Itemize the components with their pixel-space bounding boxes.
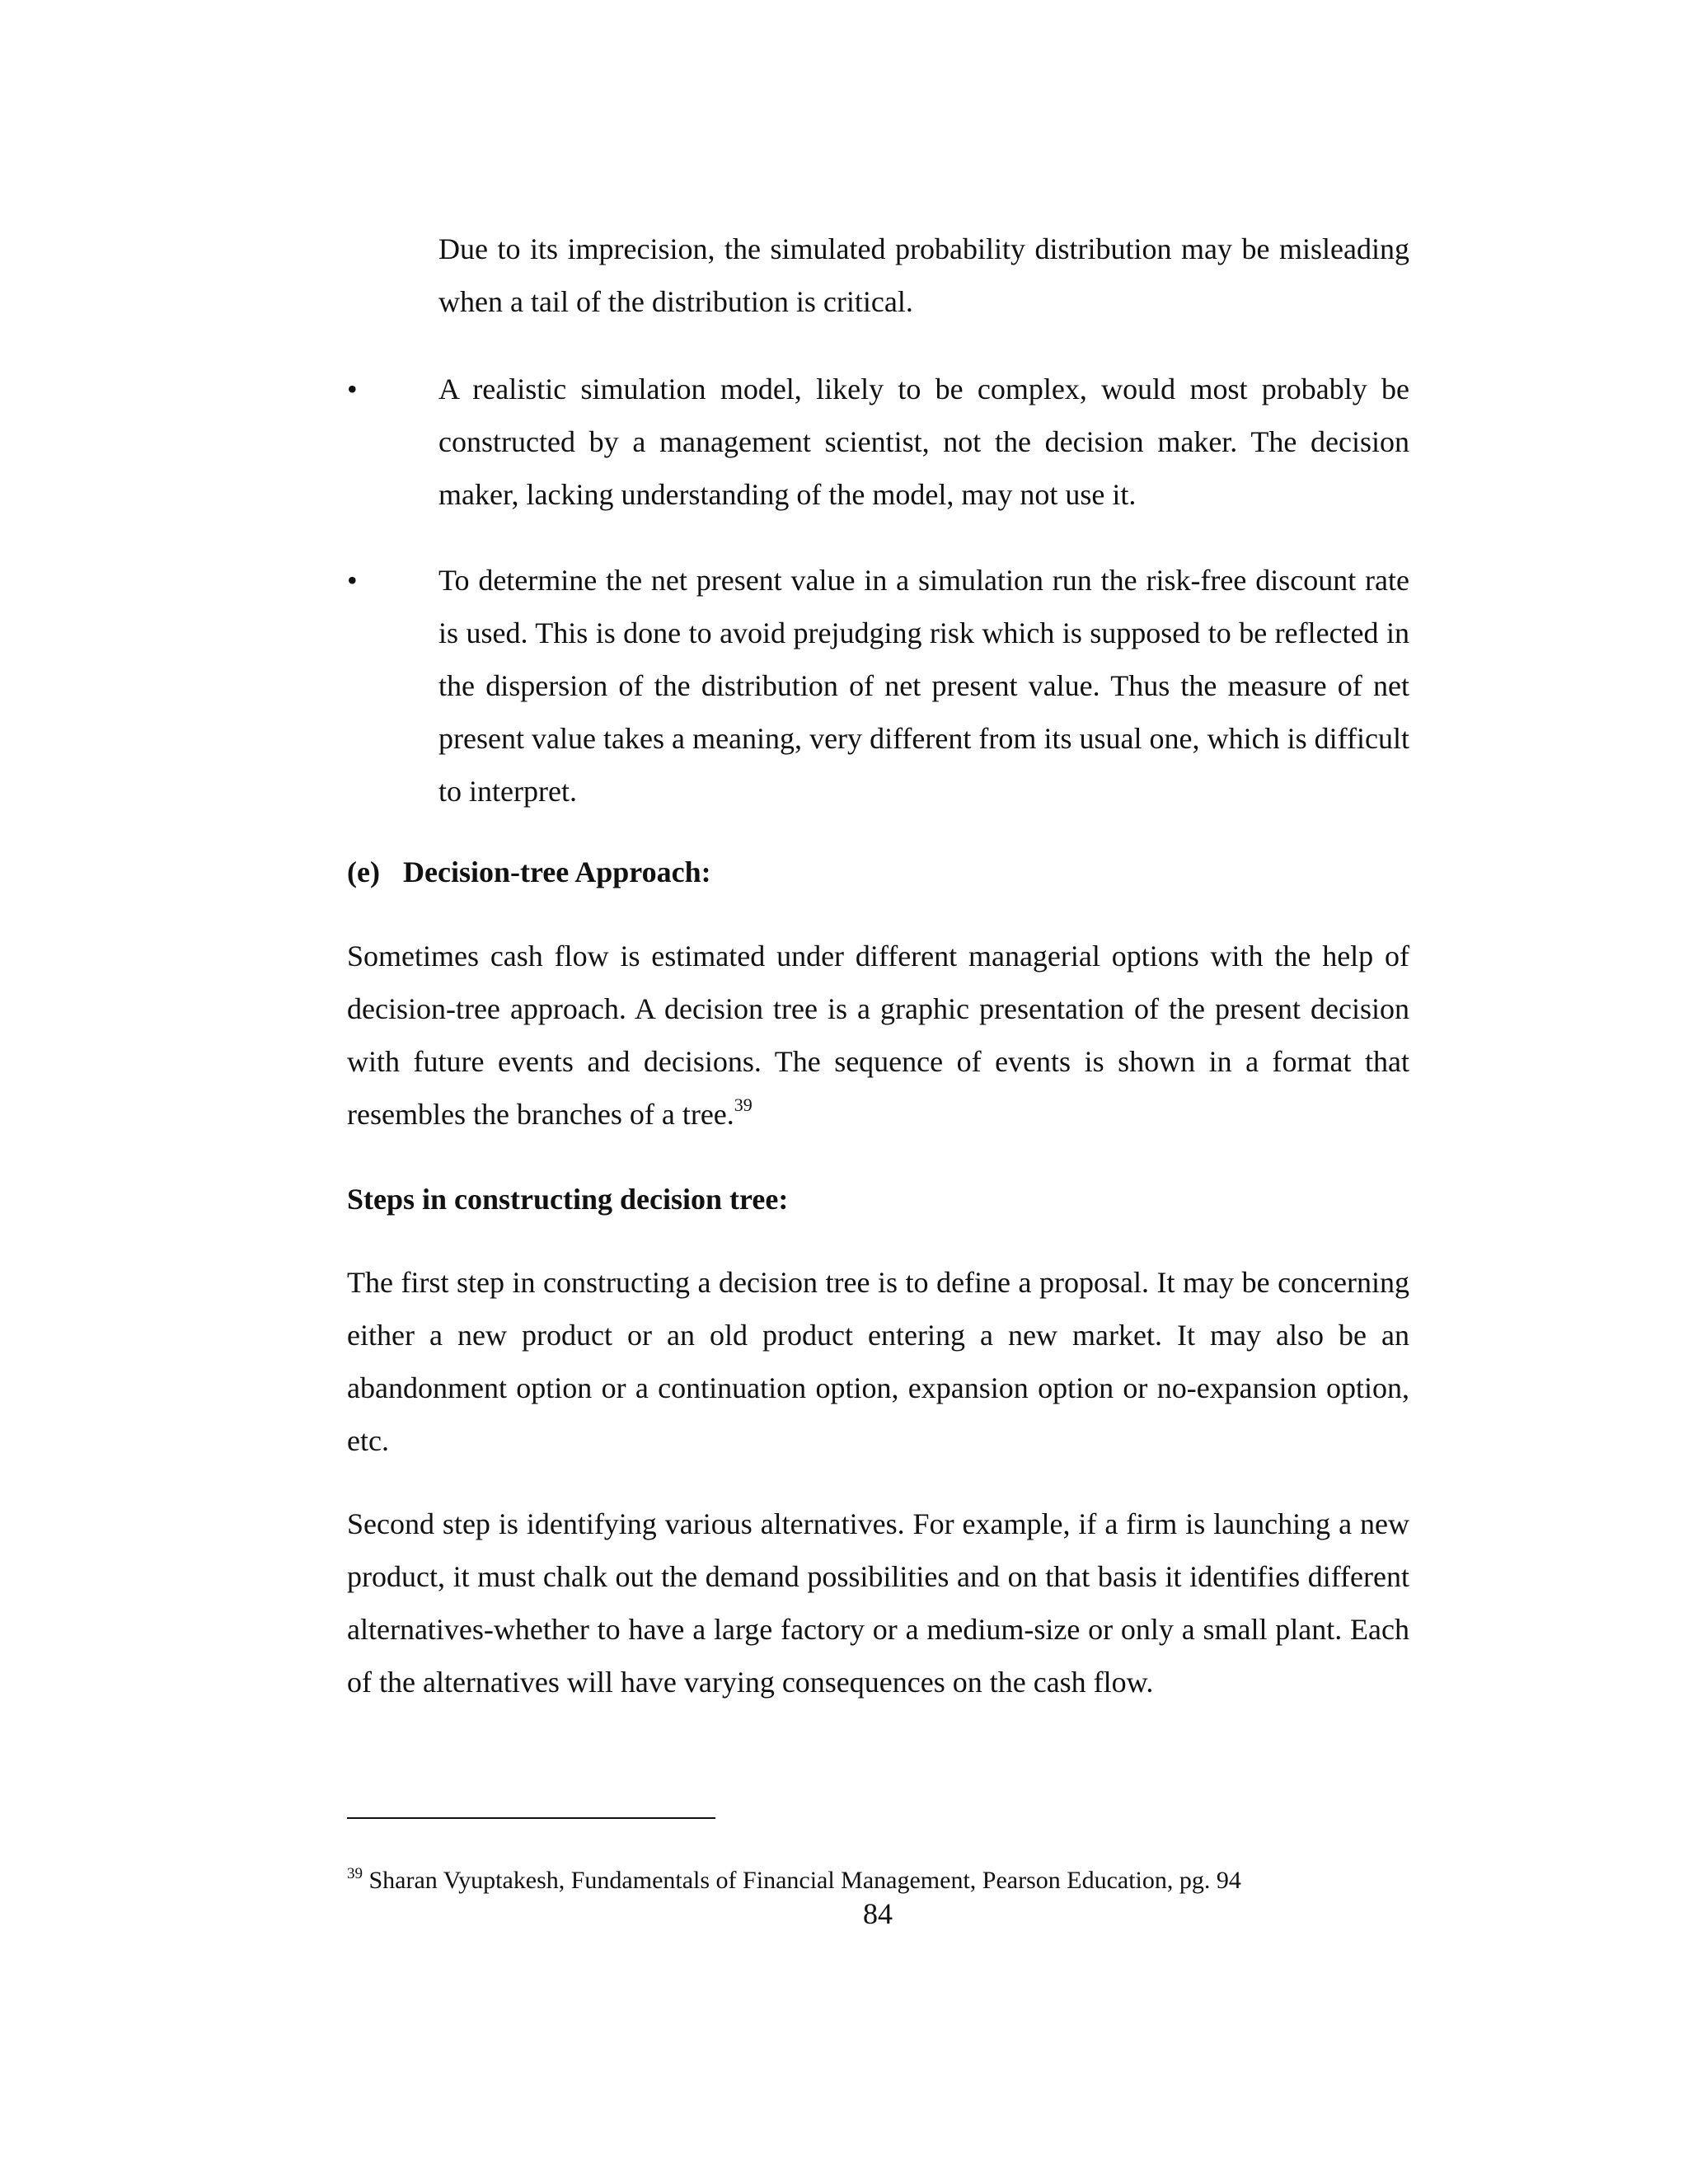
section-paragraph-text: Sometimes cash flow is estimated under different managerial options with the help of decision-tree approach. A decision tree is a graphic presentation of the present decision with future events and decisions. The sequence of events is shown in a format that resembles the branches of a tree. xyxy=(347,940,1409,1131)
body-paragraph: Second step is identifying various alternatives. For example, if a firm is launching a new product, it must chalk out the demand possibilities and on that basis it identifies different alternatives-whether to have a large factory or a medium-size or only a small plant. Each of the alternatives will have varying consequences on the cash flow. xyxy=(347,1507,1409,1699)
subheading: Steps in constructing decision tree: xyxy=(347,1183,789,1216)
bullet-icon: • xyxy=(347,564,358,597)
bullet-text: A realistic simulation model, likely to be complex, would most probably be constructed by a management scientist, not the decision maker. The decision maker, lacking understanding of the model, may not use it. xyxy=(438,373,1409,511)
section-heading-title: Decision-tree Approach: xyxy=(403,855,711,888)
section-paragraph xyxy=(347,930,1409,1141)
footnote-text: Sharan Vyuptakesh, Fundamentals of Financial Management, Pearson Education, pg. 94 xyxy=(363,1867,1241,1894)
bullet-text: To determine the net present value in a simulation run the risk-free discount rate is used. This is done to avoid prejudging risk which is supposed to be reflected in the dispersion of the distribution of net present value. Thus the measure of net present value takes a meaning, very different from its usual one, which is difficult to interpret. xyxy=(438,564,1409,808)
page-number: 84 xyxy=(863,1897,893,1930)
section-heading-marker: (e) xyxy=(347,855,380,888)
section-heading xyxy=(347,846,711,898)
body-paragraph: The first step in constructing a decision tree is to define a proposal. It may be concerning either a new product or an old product entering a new market. It may also be an abandonment option or a continuation option, expansion option or no-expansion option, etc. xyxy=(347,1266,1409,1457)
footnote-divider xyxy=(347,1817,715,1819)
bullet-icon: • xyxy=(347,373,358,405)
footnote xyxy=(347,1864,1241,1897)
continuation-paragraph: Due to its imprecision, the simulated probability distribution may be misleading when a tail of the distribution is critical. xyxy=(438,232,1409,318)
footnote-reference: 39 xyxy=(734,1094,753,1115)
footnote-number: 39 xyxy=(347,1865,363,1882)
